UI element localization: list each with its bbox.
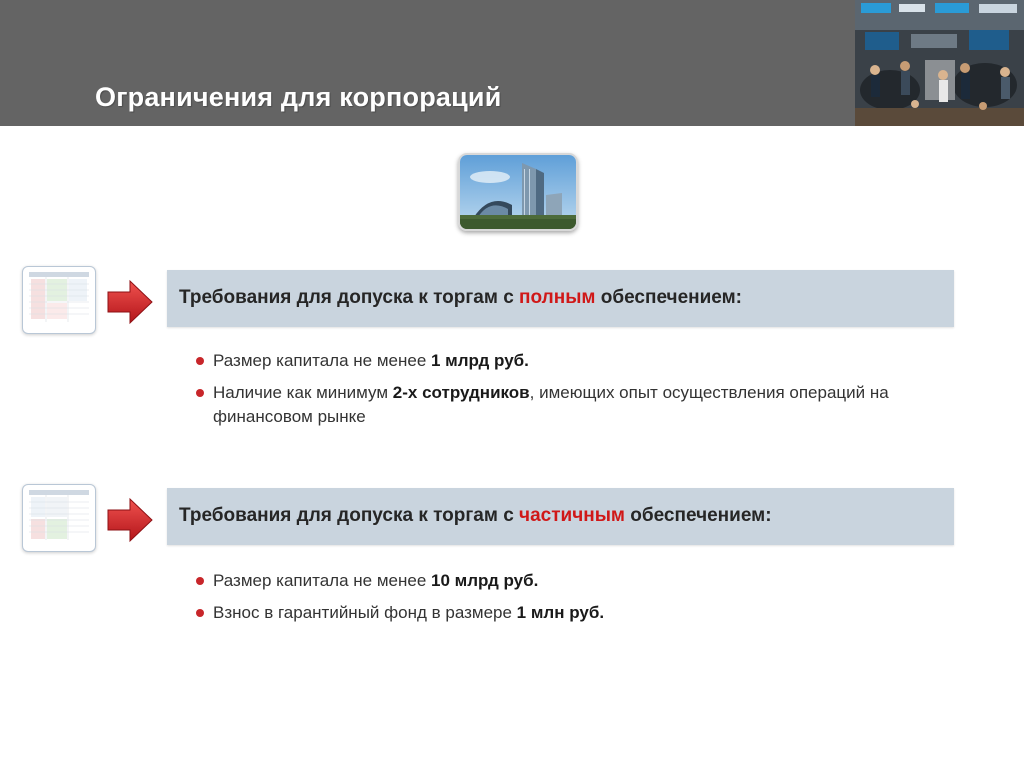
bullet-dot-icon xyxy=(196,577,204,585)
red-arrow-right-icon xyxy=(106,496,154,544)
slide-title: Ограничения для корпораций xyxy=(95,82,502,112)
list-item: Наличие как минимум 2-х сотрудников, имеющих опыт осуществления операций на финансовом рынке xyxy=(195,381,925,429)
trading-floor-photo xyxy=(855,0,1024,126)
banner-heading: Требования для допуска к торгам с частичным обеспечением: xyxy=(179,505,772,526)
spreadsheet-thumbnail-icon xyxy=(22,484,96,552)
highlight-full: полным xyxy=(519,287,596,308)
banner-heading: Требования для допуска к торгам с полным обеспечением: xyxy=(179,287,743,308)
requirements-banner-partial xyxy=(167,488,954,545)
list-item: Размер капитала не менее 10 млрд руб. xyxy=(195,569,925,593)
requirements-banner-full xyxy=(167,270,954,327)
office-building-photo xyxy=(458,153,578,231)
red-arrow-right-icon xyxy=(106,278,154,326)
list-item: Взнос в гарантийный фонд в размере 1 млн руб. xyxy=(195,601,925,625)
bullet-dot-icon xyxy=(196,609,204,617)
bullet-dot-icon xyxy=(196,357,204,365)
list-item: Размер капитала не менее 1 млрд руб. xyxy=(195,349,925,373)
bullet-dot-icon xyxy=(196,389,204,397)
bullet-list-full xyxy=(195,349,925,437)
highlight-partial: частичным xyxy=(519,505,625,526)
spreadsheet-thumbnail-icon xyxy=(22,266,96,334)
bullet-list-partial xyxy=(195,569,925,633)
